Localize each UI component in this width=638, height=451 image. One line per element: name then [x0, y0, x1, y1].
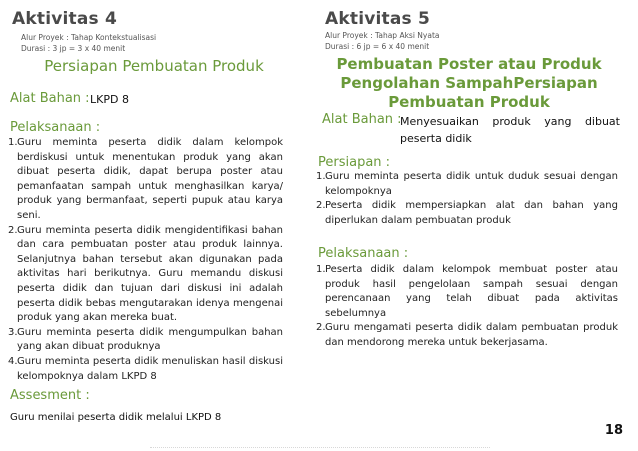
materials-value: LKPD 8 [90, 93, 129, 106]
step-text: Peserta didik mempersiapkan alat dan bahan yang diperlukan dalam pembuatan produk [325, 200, 618, 226]
materials-label: Alat Bahan : [10, 91, 90, 106]
step-number: 1. [8, 137, 18, 148]
footer-divider [150, 447, 490, 449]
step-number: 3. [8, 326, 18, 338]
assessment-label: Assesment : [10, 388, 90, 403]
preparation-steps [316, 170, 618, 228]
activity-5-section-title [316, 55, 622, 112]
list-item [316, 321, 618, 350]
step-text: Guru meminta peserta didik mengumpulkan bahan yang akan dibuat produknya [17, 326, 283, 353]
list-item [316, 263, 618, 321]
activity-5-steps [316, 263, 618, 351]
list-item [8, 224, 283, 326]
section-title-line-3: Pembuatan Produk [388, 93, 550, 111]
step-text: Guru meminta peserta didik menuliskan hasil diskusi kelompoknya dalam LKPD 8 [17, 355, 283, 382]
step-number: 1. [316, 171, 326, 182]
activity-4-title: Aktivitas 4 [12, 9, 117, 29]
page-number: 18 [604, 423, 623, 438]
assessment-text: Guru menilai peserta didik melalui LKPD 8 [10, 412, 222, 423]
step-text: Guru meminta peserta didik untuk duduk sesuai dengan kelompoknya [325, 171, 618, 197]
step-text: Guru mengamati peserta didik dalam pembuatan produk dan mendorong mereka untuk bekerjasama. [325, 322, 618, 348]
step-number: 2. [316, 200, 326, 212]
step-number: 2. [8, 224, 18, 236]
list-item [316, 170, 618, 199]
step-text: Guru meminta peserta didik mengidentifikasi bahan dan cara pembuatan poster atau produk lainnya. Selanjutnya bahan tersebut akan digunakan pada aktivitas hari berikutnya. Guru memandu diskusi peserta didik dan tujuan dari diskusi ini adalah peserta didik bebas mengutarakan idenya mengenai produk yang akan mereka buat. [17, 224, 283, 324]
activity-5-duration: Durasi : 6 jp = 6 x 40 menit [325, 42, 430, 51]
activity-4-section-title: Persiapan Pembuatan Produk [44, 57, 264, 75]
list-item [8, 355, 283, 384]
implementation-label: Pelaksanaan : [318, 246, 409, 261]
step-text: Peserta didik dalam kelompok membuat poster atau produk hasil pengelolaan sampah sesuai dengan perencanaan yang telah dibuat pada aktivitas sebelumnya [325, 264, 618, 319]
activity-4-project-flow: Alur Proyek : Tahap Kontekstualisasi [21, 33, 157, 42]
materials-value: Menyesuaikan produk yang dibuat peserta didik [400, 115, 620, 145]
activity-5-title: Aktivitas 5 [325, 9, 430, 29]
step-number: 2. [316, 322, 326, 334]
section-title-line-1: Pembuatan Poster atau Produk [336, 55, 602, 73]
section-title-line-2: Pengolahan SampahPersiapan [340, 74, 598, 92]
list-item [8, 136, 283, 224]
step-number: 4. [8, 355, 18, 367]
step-number: 1. [316, 264, 326, 275]
activity-4-duration: Durasi : 3 jp = 3 x 40 menit [21, 44, 126, 53]
list-item [8, 326, 283, 355]
preparation-label: Persiapan : [318, 155, 391, 170]
list-item [316, 199, 618, 228]
step-text: Guru meminta peserta didik dalam kelompok berdiskusi untuk menentukan produk yang akan dibuat peserta didik, dapat berupa poster atau pemanfaatan sampah untuk menghasilkan karya/ produk yang bermanfaat, seperti pupuk atau karya seni. [17, 137, 283, 221]
implementation-label: Pelaksanaan : [10, 120, 101, 135]
materials-label: Alat Bahan : [322, 112, 402, 127]
activity-4-steps [8, 136, 283, 384]
activity-5-project-flow: Alur Proyek : Tahap Aksi Nyata [325, 31, 440, 40]
